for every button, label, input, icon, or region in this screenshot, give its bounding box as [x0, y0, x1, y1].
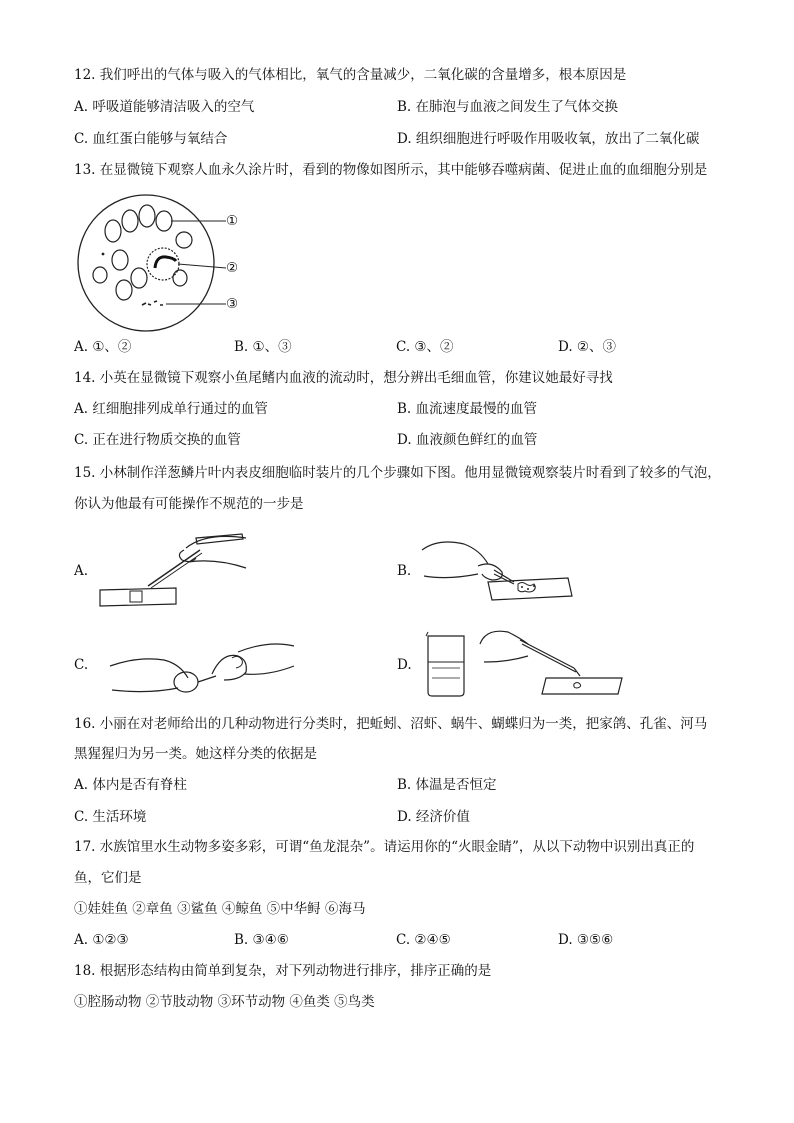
q12-stem: 12. 我们呼出的气体与吸入的气体相比，氧气的含量减少，二氧化碳的含量增多，根本原因是: [74, 67, 627, 83]
q13-option-b: B. ①、③: [234, 339, 292, 355]
q12-option-d: D. 组织细胞进行呼吸作用吸收氧，放出了二氧化碳: [397, 131, 700, 147]
q17-option-a: A. ①②③: [74, 932, 129, 948]
q14-option-b: B. 血流速度最慢的血管: [397, 401, 538, 417]
q17-stem-line-2: 鱼，它们是: [74, 870, 142, 886]
q17-item-list: ①娃娃鱼 ②章鱼 ③鲨鱼 ④鲸鱼 ⑤中华鲟 ⑥海马: [74, 901, 366, 917]
two-hands-coverslip-drawing: [108, 630, 298, 700]
q13-label-3: ③: [226, 296, 239, 312]
q15-option-d: D.: [397, 657, 412, 673]
q14-option-c: C. 正在进行物质交换的血管: [74, 432, 241, 448]
q17-option-b: B. ③④⑥: [234, 932, 289, 948]
q17-option-c: C. ②④⑤: [396, 932, 451, 948]
blood-smear-figure: [76, 188, 256, 338]
q18-stem: 18. 根据形态结构由简单到复杂，对下列动物进行排序，排序正确的是: [74, 963, 492, 979]
q16-stem-line-2: 黑猩猩归为另一类。她这样分类的依据是: [74, 746, 317, 762]
step-a-illustration: [96, 528, 256, 612]
beaker-dropper-slide-drawing: [424, 622, 630, 700]
q17-option-d: D. ③⑤⑥: [558, 932, 614, 948]
q14-stem: 14. 小英在显微镜下观察小鱼尾鳍内血液的流动时，想分辨出毛细血管，你建议她最好寻找: [74, 370, 613, 386]
q15-stem-line-1: 15. 小林制作洋葱鳞片叶内表皮细胞临时装片的几个步骤如下图。他用显微镜观察装片时看到了较多的气泡，: [74, 465, 721, 481]
q13-option-d: D. ②、③: [558, 339, 617, 355]
q13-option-c: C. ③、②: [396, 339, 454, 355]
step-d-illustration: [424, 622, 630, 700]
step-c-illustration: [108, 630, 298, 700]
q16-option-a: A. 体内是否有脊柱: [74, 777, 187, 793]
q14-option-d: D. 血液颜色鲜红的血管: [397, 432, 538, 448]
q16-stem-line-1: 16. 小丽在对老师给出的几种动物进行分类时，把蚯蚓、沼虾、蜗牛、蝴蝶归为一类，把家鸽、孔雀、河马: [74, 716, 708, 732]
q15-option-a: A.: [74, 563, 89, 579]
q16-option-b: B. 体温是否恒定: [397, 777, 497, 793]
q15-option-c: C.: [74, 657, 89, 673]
q12-option-b: B. 在肺泡与血液之间发生了气体交换: [397, 99, 619, 115]
q13-stem: 13. 在显微镜下观察人血永久涂片时，看到的物像如图所示，其中能够吞噬病菌、促进止血的血细胞分别是: [74, 162, 708, 178]
q16-option-c: C. 生活环境: [74, 809, 147, 825]
q17-stem-line-1: 17. 水族馆里水生动物多姿多彩，可谓“鱼龙混杂”。请运用你的“火眼金睛”，从以下动物中识别出真正的: [74, 839, 695, 855]
q15-stem-line-2: 你认为他最有可能操作不规范的一步是: [74, 496, 304, 512]
tweezers-on-slide-drawing: [418, 530, 578, 610]
q16-option-d: D. 经济价值: [397, 809, 470, 825]
q18-item-list: ①腔肠动物 ②节肢动物 ③环节动物 ④鱼类 ⑤鸟类: [74, 994, 375, 1010]
q14-option-a: A. 红细胞排列成单行通过的血管: [74, 401, 268, 417]
step-b-illustration: [418, 530, 578, 610]
q12-option-a: A. 呼吸道能够清洁吸入的空气: [74, 99, 255, 115]
q13-label-1: ①: [226, 213, 239, 229]
dropper-on-slide-drawing: [96, 528, 256, 612]
q12-option-c: C. 血红蛋白能够与氧结合: [74, 131, 228, 147]
q15-option-b: B.: [397, 563, 412, 579]
q13-label-2: ②: [226, 260, 239, 276]
q13-option-a: A. ①、②: [74, 339, 132, 355]
